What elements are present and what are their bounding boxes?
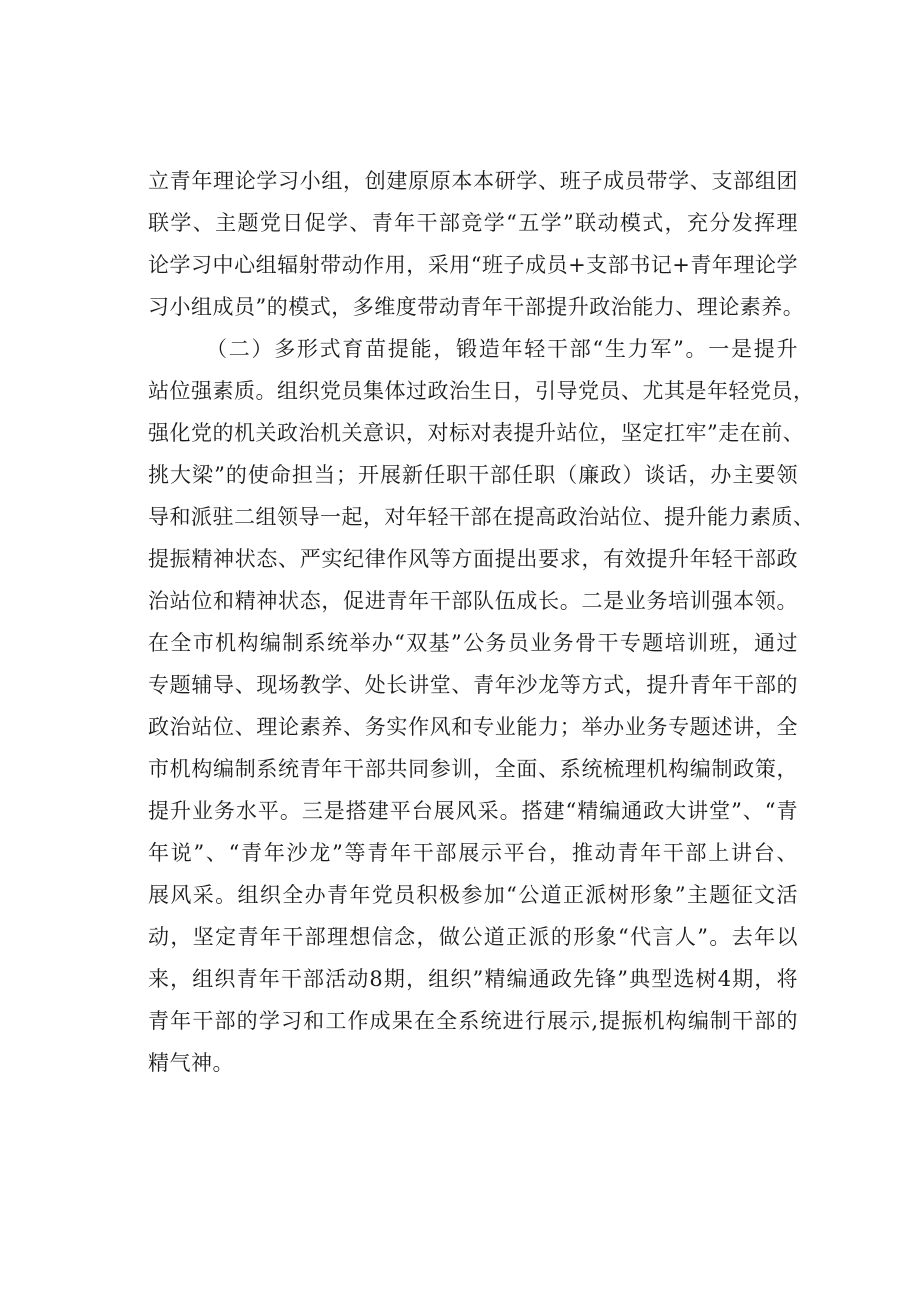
text-line: 联学、主题党日促学、青年干部竞学“五学”联动模式，充分发挥理	[148, 211, 798, 235]
text-line: 来，组织青年干部活动8期，组织”精编通政先锋”典型选树4期，将	[148, 967, 798, 991]
text-line: 习小组成员”的模式，多维度带动青年干部提升政治能力、理论素养。	[148, 295, 805, 319]
text-line: 专题辅导、现场教学、处长讲堂、青年沙龙等方式，提升青年干部的	[148, 673, 798, 697]
text-line: 提升业务水平。三是搭建平台展风采。搭建“精编通政大讲堂”、“青	[148, 799, 798, 823]
section-heading-line: （二）多形式育苗提能，锻造年轻干部“生力军”。一是提升	[206, 337, 798, 361]
text-line: 强化党的机关政治机关意识，对标对表提升站位，坚定扛牢”走在前、	[148, 421, 805, 445]
text-line: 政治站位、理论素养、务实作风和专业能力；举办业务专题述讲，全	[148, 715, 798, 739]
text-line: 站位强素质。组织党员集体过政治生日，引导党员、尤其是年轻党员，	[148, 379, 815, 403]
text-line: 动，坚定青年干部理想信念，做公道正派的形象“代言人”。去年以	[148, 925, 798, 949]
text-line: 青年干部的学习和工作成果在全系统进行展示,提振机构编制干部的	[148, 1009, 798, 1033]
text-line: 治站位和精神状态，促进青年干部队伍成长。二是业务培训强本领。	[148, 589, 798, 613]
text-line: 市机构编制系统青年干部共同参训，全面、系统梳理机构编制政策，	[148, 757, 798, 781]
text-line: 导和派驻二组领导一起，对年轻干部在提高政治站位、提升能力素质、	[148, 505, 815, 529]
text-line-last: 精气神。	[148, 1051, 234, 1075]
text-line: 在全市机构编制系统举办“双基”公务员业务骨干专题培训班，通过	[148, 631, 798, 655]
text-line: 展风采。组织全办青年党员积极参加“公道正派树形象”主题征文活	[148, 883, 798, 907]
body-text	[148, 160, 815, 1084]
text-line: 论学习中心组辐射带动作用，采用“班子成员+支部书记+青年理论学	[148, 253, 798, 277]
text-line: 提振精神状态、严实纪律作风等方面提出要求，有效提升年轻干部政	[148, 547, 798, 571]
text-line: 立青年理论学习小组，创建原原本本研学、班子成员带学、支部组团	[148, 169, 798, 193]
text-line: 挑大梁”的使命担当；开展新任职干部任职（廉政）谈话，办主要领	[148, 463, 798, 487]
text-line: 年说”、“青年沙龙”等青年干部展示平台，推动青年干部上讲台、	[148, 841, 798, 865]
